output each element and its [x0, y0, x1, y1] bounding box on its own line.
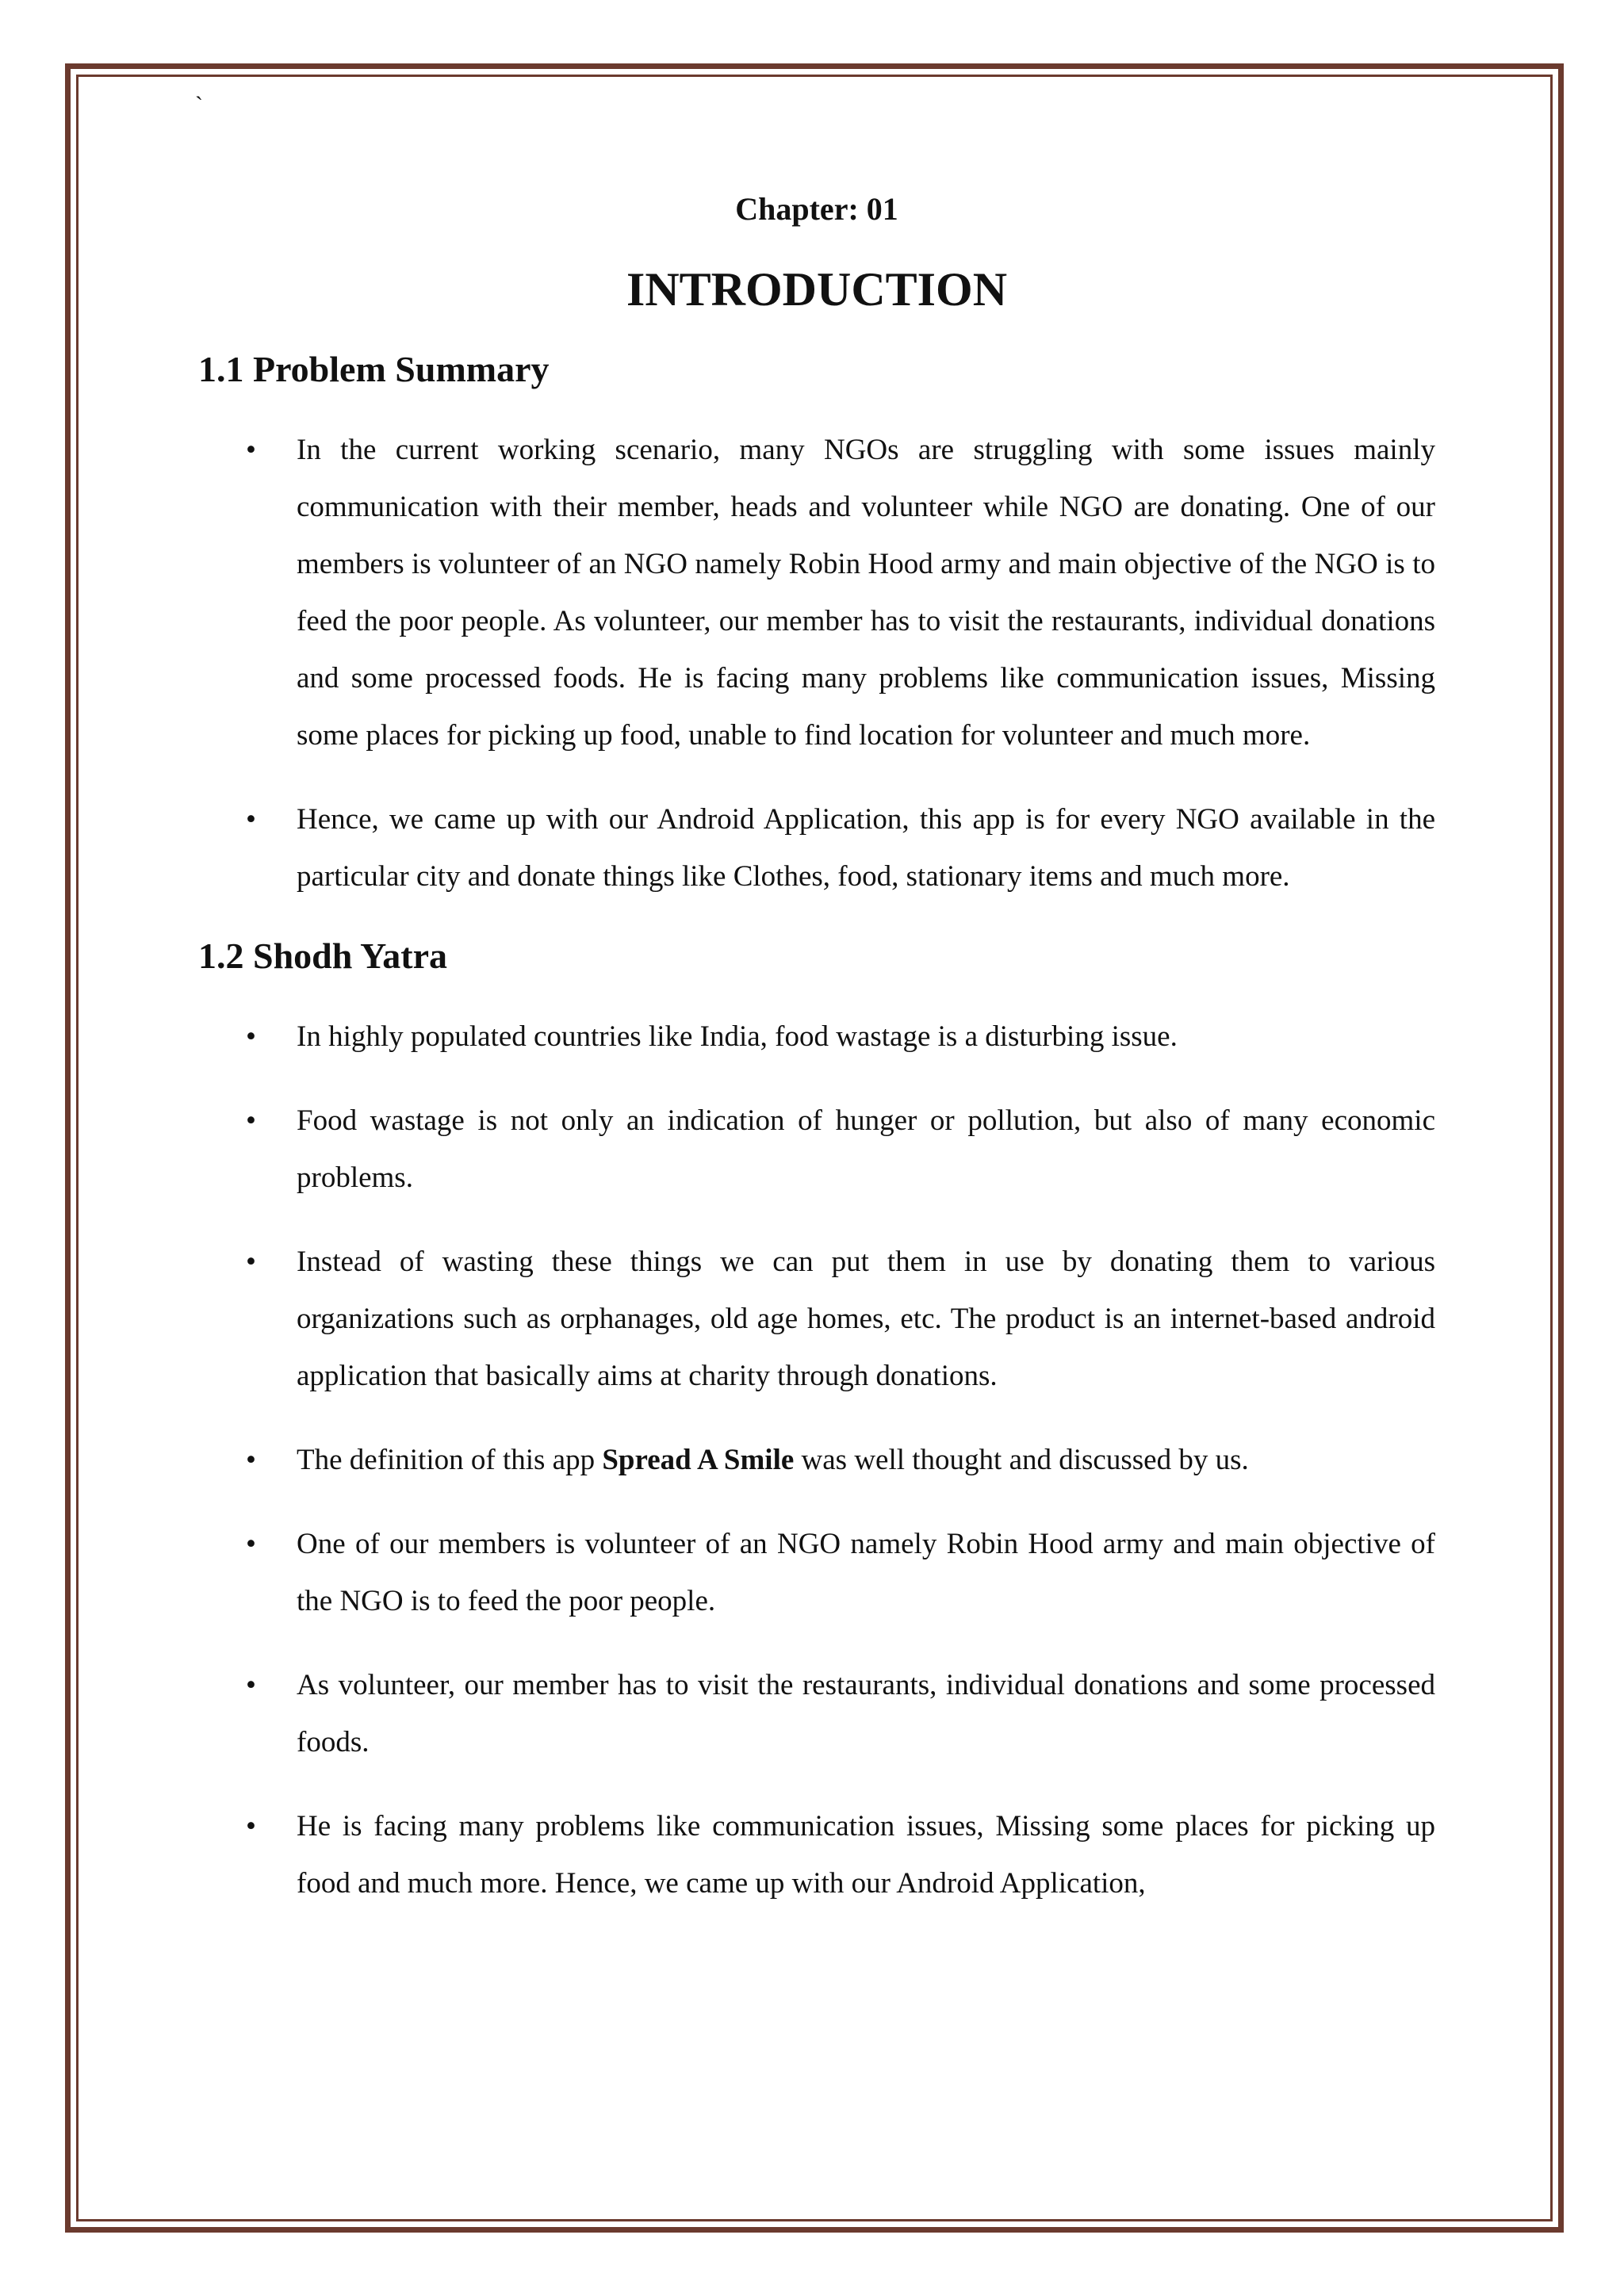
bullet-icon: • — [246, 1104, 256, 1137]
list-item-text: As volunteer, our member has to visit the restaurants, individual donations and some processed foods. — [297, 1669, 1435, 1758]
bullet-icon: • — [246, 1444, 256, 1476]
bullet-icon: • — [246, 1810, 256, 1843]
list-item — [198, 1432, 1435, 1489]
bullet-icon: • — [246, 1246, 256, 1278]
list-item-text: Instead of wasting these things we can put them in use by donating them to various organizations such as orphanages, old age homes, etc. The product is an internet-based android application that basically aims at charity through donations. — [297, 1246, 1435, 1392]
section-heading: 1.2 Shodh Yatra — [198, 936, 447, 976]
list-item-text: He is facing many problems like communication issues, Missing some places for picking up food and much more. Hence, we came up with our Android Application, — [297, 1810, 1435, 1900]
bullet-list — [198, 422, 1435, 905]
list-item-text-after: was well thought and discussed by us. — [794, 1444, 1249, 1476]
chapter-label: Chapter: 01 — [735, 191, 898, 227]
bullet-icon: • — [246, 1020, 256, 1053]
list-item — [198, 1093, 1435, 1207]
document-body — [198, 190, 1435, 1939]
list-item — [198, 1008, 1435, 1066]
list-item — [198, 791, 1435, 905]
bullet-icon: • — [246, 803, 256, 836]
bullet-icon: • — [246, 434, 256, 466]
list-item — [198, 1798, 1435, 1912]
list-item — [198, 1516, 1435, 1630]
list-item — [198, 1234, 1435, 1405]
list-item — [198, 1657, 1435, 1771]
list-item-text: Hence, we came up with our Android Application, this app is for every NGO available in the particular city and donate things like Clothes, food, stationary items and much more. — [297, 803, 1435, 893]
list-item-text: In highly populated countries like India, food wastage is a disturbing issue. — [297, 1020, 1178, 1053]
bullet-list — [198, 1008, 1435, 1912]
list-item-text-before: The definition of this app — [297, 1444, 603, 1476]
list-item-text: Food wastage is not only an indication of hunger or pollution, but also of many economic problems. — [297, 1104, 1435, 1194]
tick-mark: ` — [195, 92, 203, 118]
list-item — [198, 422, 1435, 764]
section-heading: 1.1 Problem Summary — [198, 349, 550, 389]
bullet-icon: • — [246, 1669, 256, 1701]
app-name: Spread A Smile — [602, 1444, 795, 1476]
section-problem-summary — [198, 347, 1435, 905]
list-item-text: One of our members is volunteer of an NGO namely Robin Hood army and main objective of the NGO is to feed the poor people. — [297, 1528, 1435, 1617]
chapter-title: INTRODUCTION — [626, 263, 1008, 316]
section-shodh-yatra — [198, 934, 1435, 1912]
bullet-icon: • — [246, 1528, 256, 1560]
list-item-text: In the current working scenario, many NGOs are struggling with some issues mainly communication with their member, heads and volunteer while NGO are donating. One of our members is volunteer of an NGO namely Robin Hood army and main objective of the NGO is to feed the poor people. As volunteer, our member has to visit the restaurants, individual donations and some processed foods. He is facing many problems like communication issues, Missing some places for picking up food, unable to find location for volunteer and much more. — [297, 434, 1435, 752]
